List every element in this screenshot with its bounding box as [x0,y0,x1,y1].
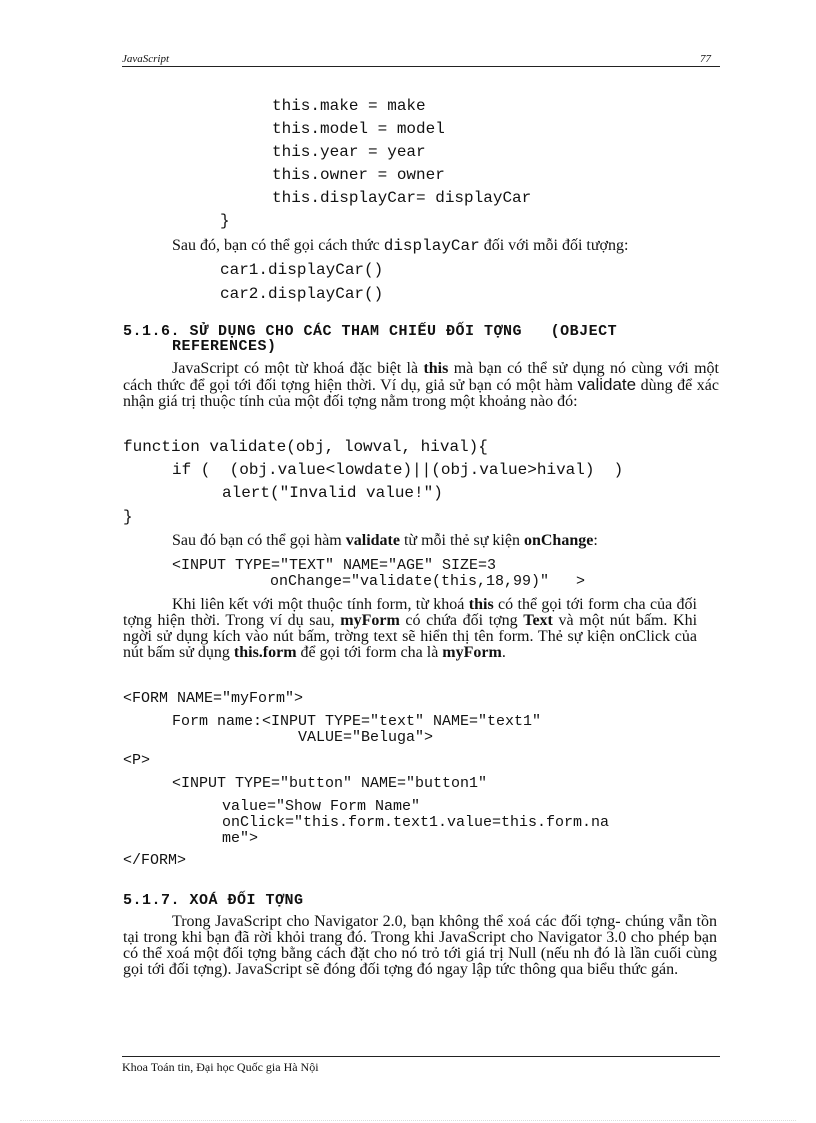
bold-term: validate [345,532,400,549]
code-line: this.make = make [272,97,426,115]
footer-rule [122,1056,720,1057]
paragraph-text: dùng để xác nhận giá trị thuộc tính của một đối tợng nằm trong một khoảng nào đó: [123,377,720,410]
paragraph [123,597,697,661]
code-line: this.model = model [272,120,445,138]
code-line: </FORM> [123,852,187,869]
section-heading-continued: REFERENCES) [172,338,277,355]
keyword-this: this [423,360,449,377]
bold-term: myForm [340,612,400,629]
code-line: <P> [123,752,151,769]
bold-term: Text [523,612,553,629]
paragraph-text: có chứa đối tợng [399,612,524,629]
paragraph-text: Sau đó bạn có thể gọi hàm [172,532,346,549]
section-heading: 5.1.6. SỬ DỤNG CHO CÁC THAM CHIẾU ĐỐI TỢNG (OBJECT [123,323,618,340]
code-line: VALUE="Beluga"> [298,729,434,746]
code-line: } [220,212,230,230]
paragraph-text: và một nút bấm. Khi ngời sử dụng kích vào nút bấm, trờng text sẽ hiển thị tên form. Thẻ sự kiện onClick của nút bấm sử dụng [123,612,698,661]
code-line: <INPUT TYPE="TEXT" NAME="AGE" SIZE=3 [172,557,497,574]
page-bottom-border [20,1120,796,1121]
paragraph-text: . [501,644,506,661]
bold-term: this.form [233,644,297,661]
code-line: onClick="this.form.text1.value=this.form.na [222,814,610,831]
function-name: validate [577,375,637,394]
inline-code: displayCar [383,237,480,255]
paragraph-text: có thể gọi tới form cha của đối tợng hiện thời. Trong ví dụ sau, [123,596,698,629]
bold-term: onChange [523,532,594,549]
footer-text: Khoa Toán tin, Đại học Quốc gia Hà Nội [122,1060,319,1074]
paragraph: Trong JavaScript cho Navigator 2.0, bạn không thể xoá các đối tợng- chúng vẫn tồn tại trong khi bạn đã rời khỏi trang đó. Trong khi JavaScript cho Navigator 3.0 cho phép bạn có thể xoá một đối tợng bằng cách đặt cho nó trỏ tới giá trị Null (nếu nh đó là lần cuối cùng gọi tới đối tợng). JavaScript sẽ đóng đối tợng đó ngay lập tức thông qua biểu thức gán. [123,913,717,978]
bold-term: this [468,596,494,613]
code-line: } [123,508,133,526]
code-line: Form name:<INPUT TYPE="text" NAME="text1" [172,713,542,730]
running-header-title: JavaScript [122,53,170,65]
header-rule [122,66,720,67]
section-heading: 5.1.7. XOÁ ĐỐI TỢNG [123,892,304,909]
code-line: car1.displayCar() [220,261,384,279]
paragraph [172,238,628,254]
code-line: this.year = year [272,143,426,161]
code-line: me"> [222,830,259,847]
paragraph-text: : [593,532,598,549]
paragraph-text: đối với mỗi đối tượng: [479,237,629,254]
code-line: if ( (obj.value<lowdate)||(obj.value>hival) ) [172,461,624,479]
code-line: value="Show Form Name" [222,798,421,815]
paragraph-text: JavaScript có một từ khoá đặc biệt là [172,360,424,377]
code-line: alert("Invalid value!") [222,484,443,502]
code-line: car2.displayCar() [220,285,384,303]
paragraph-text: Sau đó, bạn có thể gọi cách thức [172,237,384,254]
code-line: this.owner = owner [272,166,445,184]
paragraph-text: từ mỗi thẻ sự kiện [399,532,524,549]
bold-term: myForm [442,644,502,661]
code-line: function validate(obj, lowval, hival){ [123,438,488,456]
paragraph-text: Khi liên kết với một thuộc tính form, từ khoá [172,596,469,613]
paragraph-text: để gọi tới form cha là [296,644,443,661]
page-number: 77 [700,53,711,65]
paragraph-text: mà bạn có thể sử dụng nó cùng với một cách thức để gọi tới đối tợng hiện thời. Ví dụ, giả sử bạn có một hàm [123,360,720,394]
paragraph [172,533,598,549]
paragraph [123,361,719,410]
code-line: <FORM NAME="myForm"> [123,690,304,707]
code-line: <INPUT TYPE="button" NAME="button1" [172,775,488,792]
code-line: this.displayCar= displayCar [272,189,532,207]
code-line: onChange="validate(this,18,99)" > [270,573,586,590]
